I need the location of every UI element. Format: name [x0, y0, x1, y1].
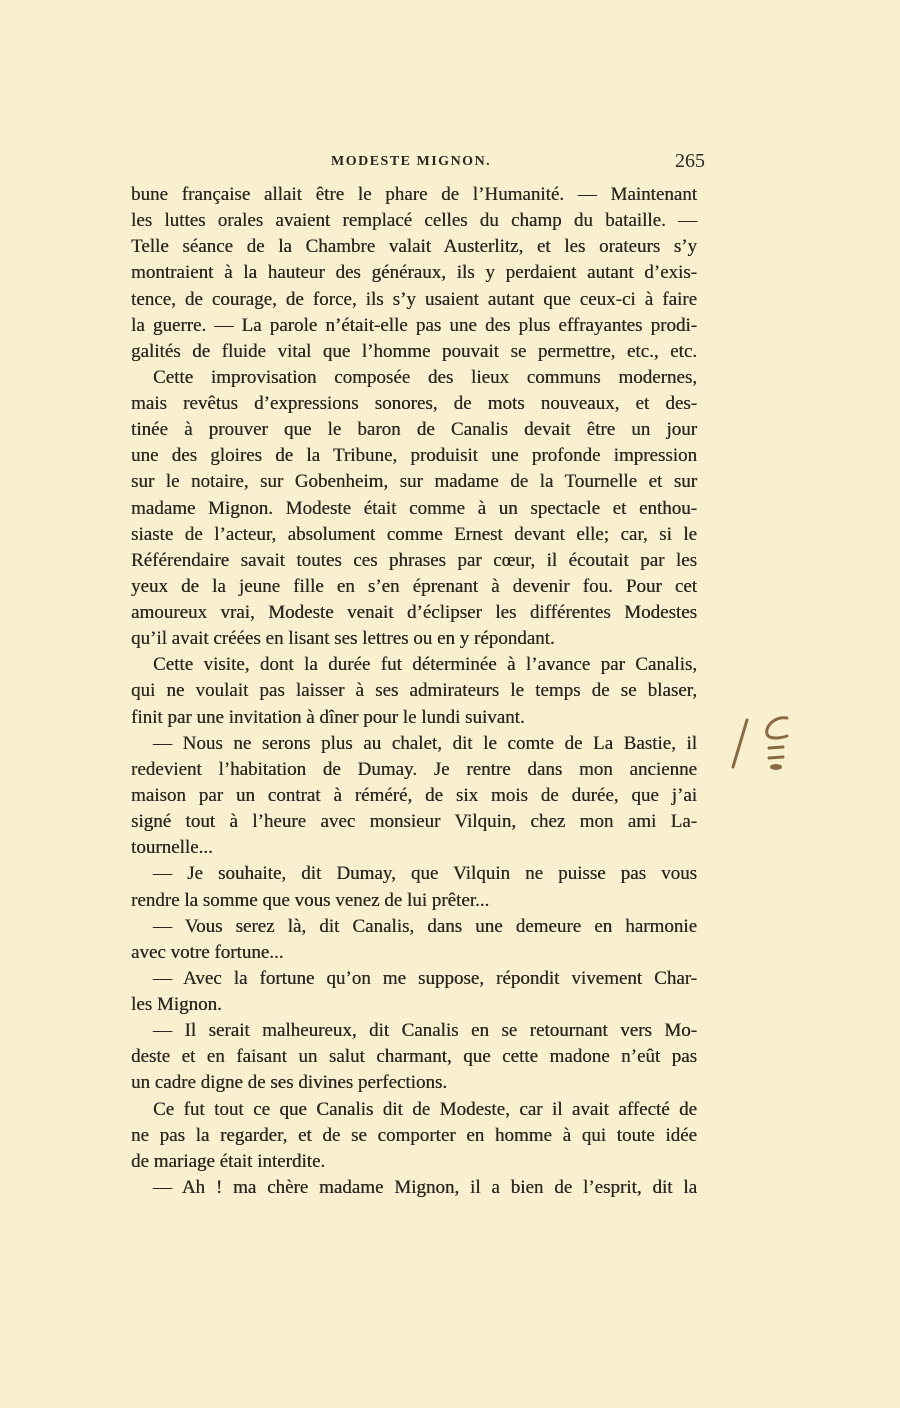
text-line: yeux de la jeune fille en s’en éprenant à devenir fou. Pour cet	[131, 575, 697, 597]
text-line: tence, de courage, de force, ils s’y usaient autant que ceux-ci à faire	[131, 288, 697, 310]
running-title: MODESTE MIGNON.	[331, 154, 492, 169]
text-line: Cette visite, dont la durée fut déterminée à l’avance par Canalis,	[153, 654, 697, 676]
text-line: ne pas la regarder, et de se comporter en homme à qui toute idée	[131, 1124, 697, 1146]
text-line: tournelle...	[131, 837, 213, 859]
text-line: amoureux vrai, Modeste venait d’éclipser les différentes Modestes	[131, 602, 697, 624]
text-line: — Avec la fortune qu’on me suppose, répondit vivement Char-	[153, 967, 697, 989]
text-line: galités de fluide vital que l’homme pouvait se permettre, etc., etc.	[131, 340, 697, 362]
text-line: Référendaire savait toutes ces phrases par cœur, il écoutait par les	[131, 549, 697, 571]
running-head	[131, 150, 705, 176]
text-line: rendre la somme que vous venez de lui prêter...	[131, 889, 490, 911]
text-line: — Ah ! ma chère madame Mignon, il a bien de l’esprit, dit la	[153, 1176, 697, 1198]
text-line: — Vous serez là, dit Canalis, dans une demeure en harmonie	[153, 915, 697, 937]
text-line: mais revêtus d’expressions sonores, de mots nouveaux, et des-	[131, 393, 697, 415]
text-line: finit par une invitation à dîner pour le lundi suivant.	[131, 706, 525, 728]
text-line: Ce fut tout ce que Canalis dit de Modeste, car il avait affecté de	[153, 1098, 697, 1120]
text-line: redevient l’habitation de Dumay. Je rentre dans mon ancienne	[131, 758, 697, 780]
text-line: madame Mignon. Modeste était comme à un spectacle et enthou-	[131, 497, 697, 519]
text-line: une des gloires de la Tribune, produisit une profonde impression	[131, 445, 697, 467]
text-line: deste et en faisant un salut charmant, que cette madone n’eût pas	[131, 1046, 697, 1068]
text-line: Telle séance de la Chambre valait Austerlitz, et les orateurs s’y	[131, 236, 697, 258]
text-line: maison par un contrat à réméré, de six mois de durée, que j’ai	[131, 784, 697, 806]
text-line: — Il serait malheureux, dit Canalis en se retournant vers Mo-	[153, 1020, 697, 1042]
text-line: Cette improvisation composée des lieux communs modernes,	[153, 366, 697, 388]
text-line: — Je souhaite, dit Dumay, que Vilquin ne puisse pas vous	[153, 863, 697, 885]
text-line: — Nous ne serons plus au chalet, dit le comte de La Bastie, il	[153, 732, 697, 754]
handwritten-annotation-mark	[725, 712, 805, 792]
text-line: bune française allait être le phare de l’Humanité. — Maintenant	[131, 184, 697, 205]
text-line: avec votre fortune...	[131, 941, 284, 963]
page-number: 265	[675, 150, 705, 172]
text-line: montraient à la hauteur des généraux, ils y perdaient autant d’exis-	[131, 262, 697, 284]
text-line: qu’il avait créées en lisant ses lettres ou en y répondant.	[131, 628, 555, 650]
text-line: signé tout à l’heure avec monsieur Vilquin, chez mon ami La-	[131, 811, 697, 833]
text-line: siaste de l’acteur, absolument comme Ernest devant elle; car, si le	[131, 523, 697, 545]
text-line: un cadre digne de ses divines perfections.	[131, 1072, 448, 1094]
text-line: de mariage était interdite.	[131, 1150, 326, 1172]
text-line: les Mignon.	[131, 994, 222, 1016]
text-line: la guerre. — La parole n’était-elle pas une des plus effrayantes prodi-	[131, 314, 697, 336]
text-line: sur le notaire, sur Gobenheim, sur madame de la Tournelle et sur	[131, 471, 697, 493]
text-line: qui ne voulait pas laisser à ses admirateurs le temps de se blaser,	[131, 680, 697, 702]
text-line: les luttes orales avaient remplacé celles du champ du bataille. —	[131, 210, 697, 232]
text-line: tinée à prouver que le baron de Canalis devait être un jour	[131, 419, 697, 441]
